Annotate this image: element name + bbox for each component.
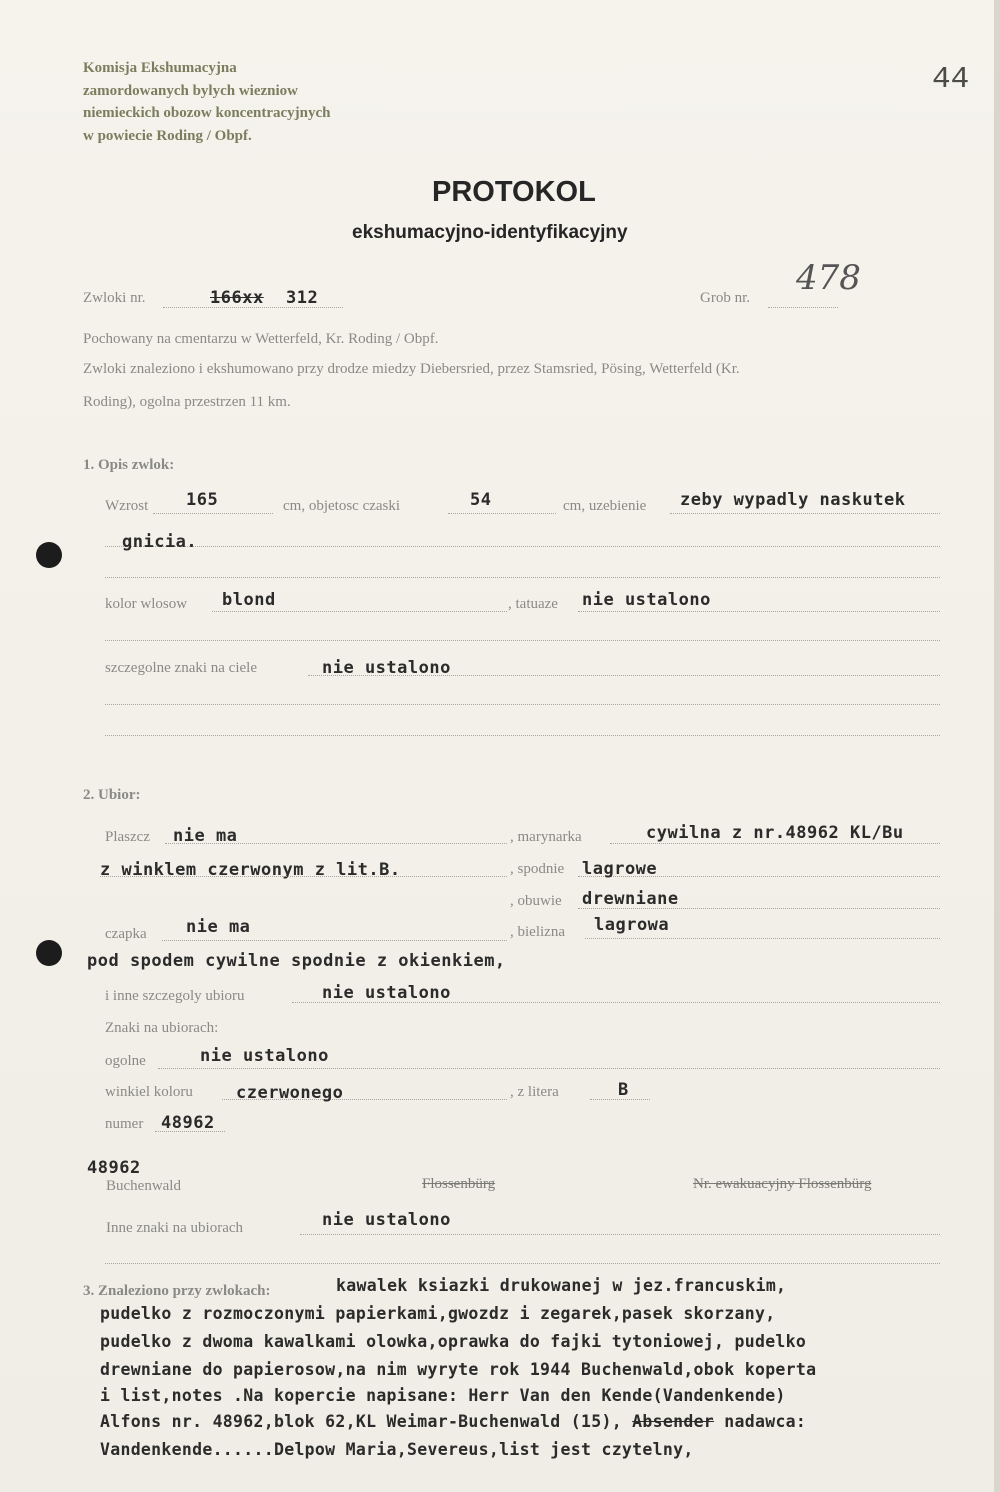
tatuaze-label: , tatuaze: [508, 596, 558, 612]
zwloki-struck-value: 166xx: [210, 288, 264, 308]
winkiel-value: czerwonego: [236, 1083, 344, 1103]
fill-line: [105, 735, 940, 736]
section-2-heading: 2. Ubior:: [83, 787, 141, 803]
buchenwald-number: 48962: [87, 1158, 141, 1178]
pochowany-text: Pochowany na cmentarzu w Wetterfeld, Kr. Roding / Obpf.: [83, 331, 439, 347]
grob-label: Grob nr.: [700, 290, 750, 306]
bielizna-value: lagrowa: [594, 915, 670, 935]
fill-line: [100, 876, 507, 877]
punch-hole: [36, 940, 62, 966]
fill-line: [105, 704, 940, 705]
ogolne-value: nie ustalono: [200, 1046, 329, 1066]
obuwie-value: drewniane: [582, 889, 679, 909]
fill-line: [610, 843, 940, 844]
zwloki-label: Zwloki nr.: [83, 290, 146, 306]
header-line-2: zamordowanych bylych wiezniow: [83, 82, 298, 99]
header-line-1: Komisja Ekshumacyjna: [83, 60, 237, 76]
found-items-line-3: pudelko z dwoma kawalkami olowka,oprawka do fajki tytoniowej, pudelko: [100, 1332, 807, 1351]
uzebienie-value-continued: gnicia.: [122, 532, 198, 552]
litera-label: , z litera: [510, 1084, 559, 1100]
znaki-ciele-label: szczegolne znaki na ciele: [105, 660, 257, 676]
znaki-ciele-value: nie ustalono: [322, 658, 451, 678]
litera-value: B: [618, 1080, 629, 1100]
flossenburg-struck: Flossenbürg: [422, 1176, 496, 1192]
tatuaze-value: nie ustalono: [582, 590, 711, 610]
numer-label: numer: [105, 1116, 144, 1132]
fill-line: [768, 307, 838, 308]
inne-znaki-label: Inne znaki na ubiorach: [106, 1220, 244, 1236]
fill-line: [105, 546, 940, 547]
spodnie-label: , spodnie: [510, 861, 565, 877]
marynarka-value: cywilna z nr.48962 KL/Bu: [646, 823, 904, 843]
fill-line: [212, 611, 507, 612]
commission-header: [83, 57, 330, 147]
marynarka-value-continued: z winklem czerwonym z lit.B.: [100, 860, 401, 880]
page-edge: [994, 0, 1000, 1492]
header-line-4: w powiecie Roding / Obpf.: [83, 127, 252, 144]
uzebienie-value: zeby wypadly naskutek: [680, 490, 906, 510]
document-title: PROTOKOL: [432, 176, 596, 208]
znaki-ubiorach-heading: Znaki na ubiorach:: [105, 1020, 219, 1036]
uzebienie-label: cm, uzebienie: [563, 498, 647, 514]
ogolne-label: ogolne: [105, 1053, 146, 1069]
buchenwald-label: Buchenwald: [106, 1178, 181, 1194]
plaszcz-label: Plaszcz: [105, 829, 150, 845]
wlosy-value: blond: [222, 590, 276, 610]
czaszka-label: cm, objetosc czaski: [283, 498, 401, 514]
inne-szczegoly-label: i inne szczegoly ubioru: [105, 988, 245, 1004]
fill-line: [105, 577, 940, 578]
found-items-line-6: [100, 1412, 806, 1431]
punch-hole: [36, 542, 62, 568]
bielizna-value-continued: pod spodem cywilne spodnie z okienkiem,: [87, 951, 506, 971]
fill-line: [300, 1234, 940, 1235]
numer-value: 48962: [161, 1113, 215, 1133]
section-3-heading: 3. Znaleziono przy zwlokach:: [83, 1283, 271, 1299]
found-items-struck-word: Absender: [632, 1412, 715, 1431]
obuwie-label: , obuwie: [510, 893, 562, 909]
found-items-line-2: pudelko z rozmoczonymi papierkami,gwozdz i zegarek,pasek skorzany,: [100, 1304, 776, 1323]
section-1-heading: 1. Opis zwlok:: [83, 457, 175, 473]
fill-line: [105, 1263, 940, 1264]
inne-znaki-value: nie ustalono: [322, 1210, 451, 1230]
bielizna-label: , bielizna: [510, 924, 565, 940]
wzrost-label: Wzrost: [105, 498, 149, 514]
znaleziono-line-2: Roding), ogolna przestrzen 11 km.: [83, 394, 291, 410]
header-line-3: niemieckich obozow koncentracyjnych: [83, 105, 331, 121]
fill-line: [162, 940, 507, 941]
page-number: 44: [932, 62, 970, 97]
wlosy-label: kolor wlosow: [105, 596, 188, 612]
wzrost-value: 165: [186, 490, 219, 510]
flossenburg-evac-struck: Nr. ewakuacyjny Flossenbürg: [693, 1176, 872, 1192]
czapka-label: czapka: [105, 926, 147, 942]
spodnie-value: lagrowe: [582, 859, 658, 879]
zwloki-value: 312: [286, 288, 319, 308]
fill-line: [158, 1068, 940, 1069]
winkiel-label: winkiel koloru: [105, 1084, 193, 1100]
fill-line: [448, 513, 556, 514]
fill-line: [578, 611, 940, 612]
found-items-line-1: kawalek ksiazki drukowanej w jez.francuskim,: [336, 1276, 787, 1295]
czapka-value: nie ma: [186, 917, 251, 937]
czaszka-value: 54: [470, 490, 492, 510]
fill-line: [153, 513, 273, 514]
inne-szczegoly-value: nie ustalono: [322, 983, 451, 1003]
document-subtitle: ekshumacyjno-identyfikacyjny: [352, 222, 628, 243]
fill-line: [670, 513, 940, 514]
found-items-line-7: Vandenkende......Delpow Maria,Severeus,list jest czytelny,: [100, 1440, 694, 1459]
fill-line: [105, 640, 940, 641]
found-items-line-6-end: nadawca:: [724, 1412, 807, 1431]
plaszcz-value: nie ma: [173, 826, 238, 846]
marynarka-label: , marynarka: [510, 829, 582, 845]
found-items-line-6-text: Alfons nr. 48962,blok 62,KL Weimar-Buchenwald (15),: [100, 1412, 622, 1431]
found-items-line-4: drewniane do papierosow,na nim wyryte rok 1944 Buchenwald,obok koperta: [100, 1360, 817, 1379]
znaleziono-line-1: Zwloki znaleziono i ekshumowano przy drodze miedzy Diebersried, przez Stamsried, Pösing, Wetterfeld (Kr.: [83, 361, 740, 377]
grob-value: 478: [796, 258, 861, 298]
fill-line: [585, 938, 940, 939]
found-items-line-5: i list,notes .Na kopercie napisane: Herr Van den Kende(Vandenkende): [100, 1386, 786, 1405]
